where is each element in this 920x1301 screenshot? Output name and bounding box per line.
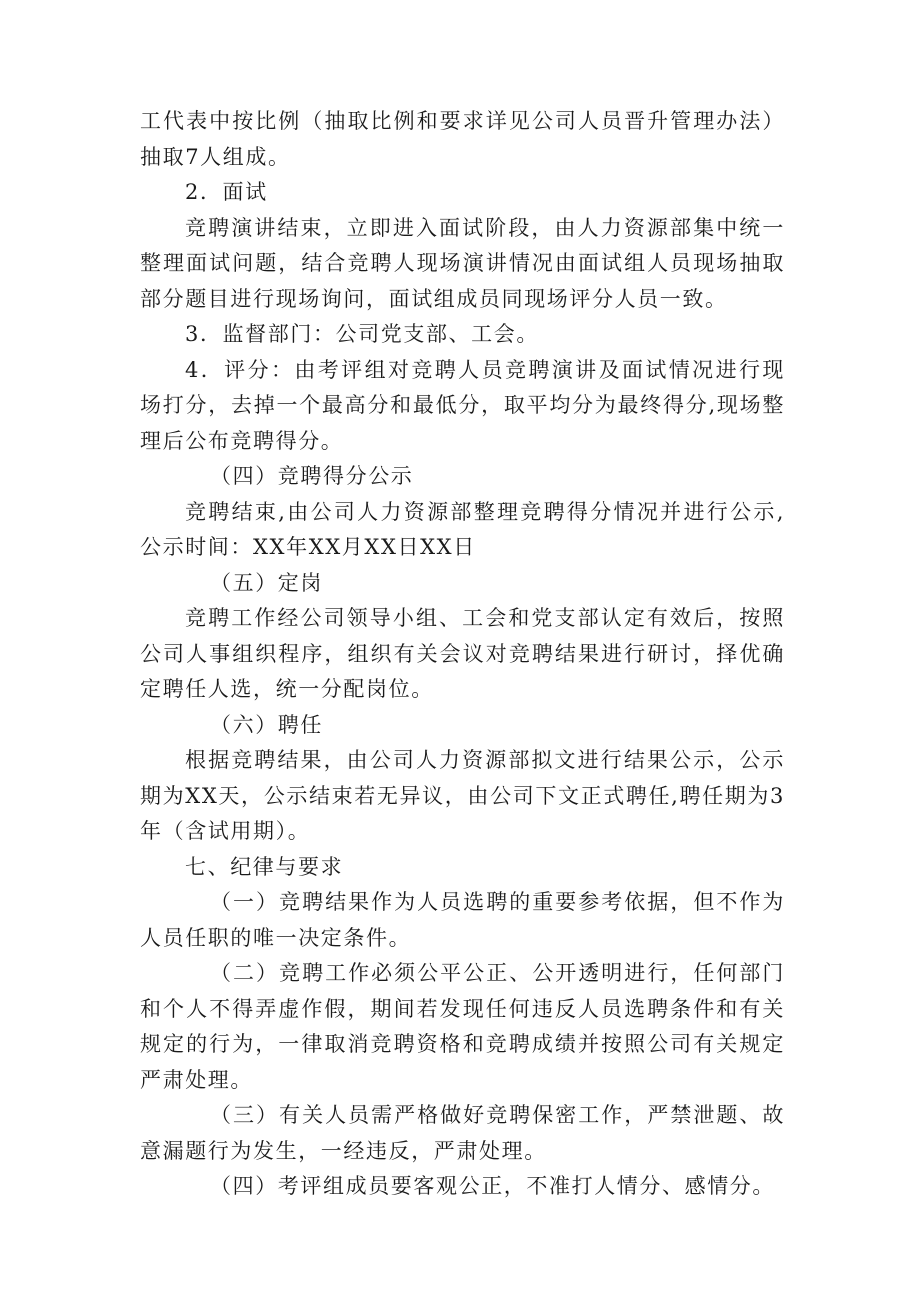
heading-discipline: 七、纪律与要求 (185, 854, 344, 879)
paragraph-discipline-2: （二）竞聘工作必须公平公正、公开透明进行，任何部门和个人不得弄虚作假，期间若发现任何违反人员选聘条件和有关规定的行为，一律取消竞聘资格和竞聘成绩并按照公司有关规定严肃处理。 (140, 961, 785, 1092)
heading-position: （五）定岗 (210, 570, 323, 595)
heading-score-publicity: （四）竞聘得分公示 (210, 464, 414, 488)
paragraph-discipline-1: （一）竞聘结果作为人员选聘的重要参考依据，但不作为人员任职的唯一决定条件。 (140, 890, 785, 950)
paragraph-position: 竞聘工作经公司领导小组、工会和党支部认定有效后，按照公司人事组织程序，组织有关会议对竞聘结果进行研讨，择优确定聘任人选，统一分配岗位。 (140, 606, 785, 701)
paragraph-continuation: 工代表中按比例（抽取比例和要求详见公司人员晋升管理办法）抽取7人组成。 (140, 109, 785, 169)
paragraph-score-publicity: 竞聘结束,由公司人力资源部整理竞聘得分情况并进行公示,公示时间：XX年XX月XX日XX日 (140, 499, 785, 559)
heading-interview: 2．面试 (185, 180, 268, 204)
document-body (140, 104, 785, 1205)
paragraph-scoring: 4．评分：由考评组对竞聘人员竞聘演讲及面试情况进行现场打分，去掉一个最高分和最低分，取平均分为最终得分,现场整理后公布竞聘得分。 (140, 357, 785, 453)
paragraph-discipline-4: （四）考评组成员要客观公正，不准打人情分、感情分。 (210, 1174, 775, 1198)
paragraph-interview: 竞聘演讲结束，立即进入面试阶段，由人力资源部集中统一整理面试问题，结合竞聘人现场演讲情况由面试组人员现场抽取部分题目进行现场询问，面试组成员同现场评分人员一致。 (140, 215, 785, 311)
heading-appointment: （六）聘任 (210, 712, 323, 737)
paragraph-discipline-3: （三）有关人员需严格做好竞聘保密工作，严禁泄题、故意漏题行为发生，一经违反，严肃处理。 (140, 1103, 785, 1163)
paragraph-supervision: 3．监督部门：公司党支部、工会。 (185, 322, 539, 346)
paragraph-appointment: 根据竞聘结果，由公司人力资源部拟文进行结果公示，公示期为XX天，公示结束若无异议，由公司下文正式聘任,聘任期为3年（含试用期）。 (140, 748, 785, 843)
